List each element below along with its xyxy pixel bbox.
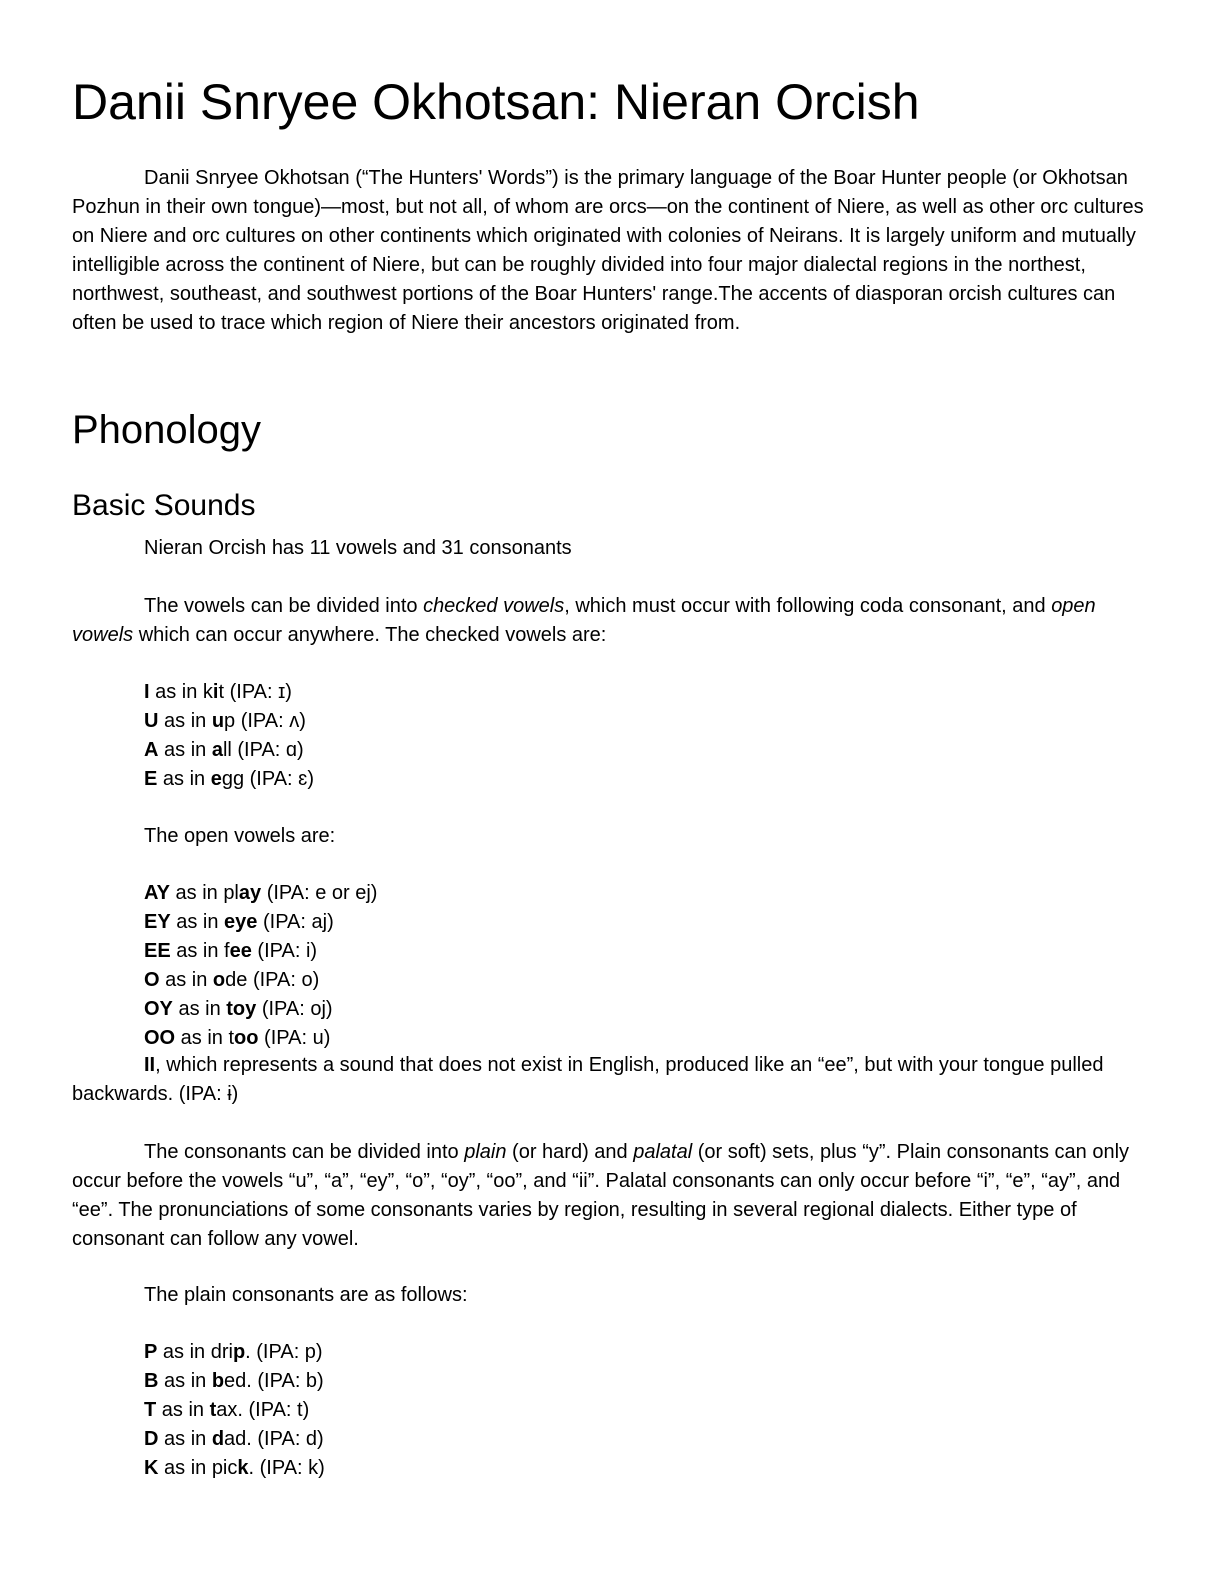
checked-vowels-list — [72, 678, 1219, 794]
consonants-paragraph — [72, 1138, 1147, 1254]
section-heading-phonology: Phonology — [72, 408, 262, 452]
list-item: P as in drip. (IPA: p) — [144, 1341, 323, 1363]
list-item: O as in ode (IPA: o) — [144, 969, 320, 991]
list-item: D as in dad. (IPA: d) — [144, 1428, 324, 1450]
document-title: Danii Snryee Okhotsan: Nieran Orcish — [72, 74, 920, 130]
plain-term: plain — [464, 1141, 507, 1163]
consonants-text-3: (or soft) sets, plus “y”. Plain consonants can only occur before the vowels “u”, “a”, “ey”, “o”, “oy”, “oo”, and “ii”. Palatal consonants can only occur before “i”, “e”, “ay”, and “ee”. The pronunciations of some consonants varies by region, resulting in several regional dialects. Either type of consonant can follow any vowel. — [72, 1141, 1130, 1250]
list-item: EE as in fee (IPA: i) — [144, 940, 318, 962]
sound-counts-sentence: Nieran Orcish has 11 vowels and 31 consonants — [144, 537, 572, 559]
consonants-text-1: The consonants can be divided into — [144, 1141, 465, 1163]
open-vowels-term: open vowels — [72, 595, 1096, 646]
list-item: OY as in toy (IPA: oj) — [144, 998, 333, 1020]
list-item: B as in bed. (IPA: b) — [144, 1370, 324, 1392]
vowels-text-2: , which must occur with following coda consonant, and — [564, 595, 1052, 617]
vowels-text-3: which can occur anywhere. The checked vowels are: — [133, 624, 607, 646]
list-item: A as in all (IPA: ɑ) — [144, 739, 304, 761]
ii-vowel-paragraph — [72, 1051, 1147, 1109]
ii-vowel-text: , which represents a sound that does not exist in English, produced like an “ee”, but with your tongue pulled backwards. (IPA: ɨ) — [72, 1054, 1104, 1105]
vowels-text-1: The vowels can be divided into — [144, 595, 424, 617]
list-item: OO as in too (IPA: u) — [144, 1027, 331, 1049]
list-item: AY as in play (IPA: e or ej) — [144, 882, 378, 904]
vowels-paragraph — [72, 592, 1147, 650]
plain-consonants-intro: The plain consonants are as follows: — [144, 1284, 468, 1306]
open-vowels-list — [72, 879, 1219, 1053]
list-item: E as in egg (IPA: ɛ) — [144, 768, 314, 790]
list-item: I as in kit (IPA: ɪ) — [144, 681, 292, 703]
checked-vowels-term: checked vowels — [423, 595, 565, 617]
list-item: EY as in eye (IPA: aj) — [144, 911, 334, 933]
subsection-heading-basic-sounds: Basic Sounds — [72, 489, 256, 522]
list-item: K as in pick. (IPA: k) — [144, 1457, 325, 1479]
open-vowels-intro: The open vowels are: — [144, 825, 336, 847]
list-item: U as in up (IPA: ʌ) — [144, 710, 306, 732]
intro-paragraph: Danii Snryee Okhotsan (“The Hunters' Words”) is the primary language of the Boar Hunter people (or Okhotsan Pozhun in their own tongue)—most, but not all, of whom are orcs—on the continent of Niere, as well as other orc cultures on Niere and orc cultures on other continents which originated with colonies of Neirans. It is largely uniform and mutually intelligible across the continent of Niere, but can be roughly divided into four major dialectal regions in the northest, northwest, southeast, and southwest portions of the Boar Hunters' range.The accents of diasporan orcish cultures can often be used to trace which region of Niere their ancestors originated from. — [72, 167, 1144, 334]
ii-vowel-letter: II — [144, 1054, 156, 1076]
plain-consonants-list — [72, 1338, 1219, 1483]
palatal-term: palatal — [633, 1141, 693, 1163]
consonants-text-2: (or hard) and — [506, 1141, 634, 1163]
list-item: T as in tax. (IPA: t) — [144, 1399, 310, 1421]
